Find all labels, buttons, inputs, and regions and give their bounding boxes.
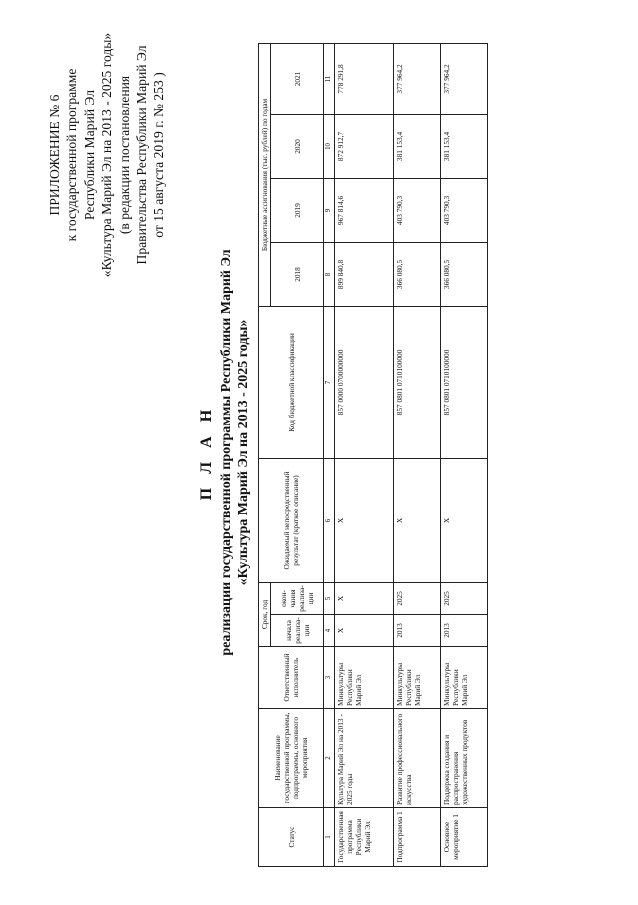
cell-status: Основное мероприятие 1 — [441, 808, 488, 867]
cell-kbk: 857 0000 0700000000 — [335, 306, 394, 458]
appendix-header — [46, 5, 168, 305]
cell-2019: 967 814,6 — [335, 178, 394, 242]
table-row — [335, 43, 394, 866]
header-kbk: Код бюджетной классификации — [259, 306, 324, 458]
cell-result: X — [335, 458, 394, 582]
cell-end: X — [335, 582, 394, 614]
plan-title-line: П Л А Н — [198, 404, 215, 501]
cell-executor: Минкультуры Республики Марий Эл — [441, 647, 488, 709]
table-header-row — [259, 43, 271, 866]
cell-result: X — [394, 458, 441, 582]
column-number: 6 — [324, 458, 335, 582]
cell-kbk: 857 0801 0710100000 — [394, 306, 441, 458]
cell-2021: 377 964,2 — [441, 43, 488, 114]
header-year-2021: 2021 — [271, 43, 324, 114]
table-row — [441, 43, 488, 866]
cell-result: X — [441, 458, 488, 582]
cell-name: Культура Марий Эл на 2013 - 2025 годы — [335, 709, 394, 808]
appendix-line: «Культура Марий Эл на 2013 - 2025 годы» — [99, 32, 115, 278]
column-number-row — [324, 43, 335, 866]
column-number: 5 — [324, 582, 335, 614]
cell-2019: 403 790,3 — [441, 178, 488, 242]
cell-status: Государственная программа Республики Марий Эл — [335, 808, 394, 867]
cell-2021: 778 291,8 — [335, 43, 394, 114]
plan-subtitle-line: реализации государственной программы Республики Марий Эл — [219, 249, 234, 656]
column-number: 1 — [324, 808, 335, 867]
appendix-line: Республики Марий Эл — [81, 89, 97, 221]
plan-table — [258, 43, 488, 867]
cell-end: 2025 — [394, 582, 441, 614]
plan-subtitle-line: «Культура Марий Эл на 2013 - 2025 годы» — [236, 319, 251, 586]
header-budget: Бюджетные ассигнования (тыс. рублей) по годам — [259, 43, 271, 306]
column-number: 3 — [324, 647, 335, 709]
cell-end: 2025 — [441, 582, 488, 614]
header-result: Ожидаемый непосредственный результат (краткое описание) — [259, 458, 324, 582]
cell-2021: 377 964,2 — [394, 43, 441, 114]
column-number: 11 — [324, 43, 335, 114]
cell-name: Развитие профессионального искусства — [394, 709, 441, 808]
cell-executor: Минкультуры Республики Марий Эл — [335, 647, 394, 709]
cell-2020: 381 153,4 — [394, 114, 441, 178]
column-number: 8 — [324, 242, 335, 306]
appendix-line: Правительства Республики Марий Эл — [134, 45, 150, 265]
header-year-2020: 2020 — [271, 114, 324, 178]
appendix-line: (в редакции постановления — [116, 75, 132, 235]
header-term-end: окон- чания реализа- ции — [271, 582, 324, 614]
header-term-start: начала реализа- ции — [271, 615, 324, 647]
plan-title — [196, 0, 252, 905]
cell-2020: 872 912,7 — [335, 114, 394, 178]
header-year-2018: 2018 — [271, 242, 324, 306]
appendix-line: от 15 августа 2019 г. № 253 ) — [151, 72, 167, 238]
cell-name: Поддержка создания и распространения художественных продуктов — [441, 709, 488, 808]
header-term: Срок, год — [259, 582, 271, 646]
cell-2018: 366 080,5 — [441, 242, 488, 306]
cell-2018: 899 840,8 — [335, 242, 394, 306]
cell-2019: 403 790,3 — [394, 178, 441, 242]
column-number: 2 — [324, 709, 335, 808]
appendix-line: к государственной программе — [64, 68, 80, 242]
cell-status: Подпрограмма 1 — [394, 808, 441, 867]
cell-executor: Минкультуры Республики Марий Эл — [394, 647, 441, 709]
cell-2020: 381 153,4 — [441, 114, 488, 178]
cell-kbk: 857 0801 0710100000 — [441, 306, 488, 458]
cell-start: X — [335, 615, 394, 647]
column-number: 4 — [324, 615, 335, 647]
cell-start: 2013 — [441, 615, 488, 647]
header-year-2019: 2019 — [271, 178, 324, 242]
cell-2018: 366 080,5 — [394, 242, 441, 306]
table-row — [394, 43, 441, 866]
header-executor: Ответственный исполнитель — [259, 647, 324, 709]
column-number: 9 — [324, 178, 335, 242]
header-status: Статус — [259, 808, 324, 867]
header-name: Наименование государственной программы, подпрограммы, основного мероприятия — [259, 709, 324, 808]
appendix-line: ПРИЛОЖЕНИЕ № 6 — [47, 94, 62, 216]
column-number: 7 — [324, 306, 335, 458]
cell-start: 2013 — [394, 615, 441, 647]
column-number: 10 — [324, 114, 335, 178]
